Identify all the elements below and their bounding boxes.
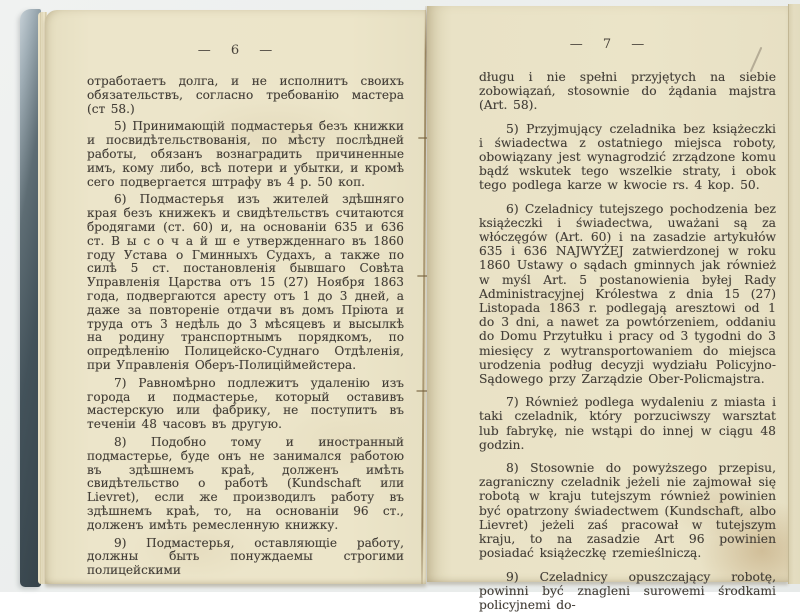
paragraph: 8) Stosownie do powyższego przepisu, zagraniczny czeladnik jeżeli nie zajmował się robotą w kraju tutejszym również powinien być opatrzony świadectwem (Kundschaft, albo Lievret) jeżeli zaś pracował w tutejszym kraju, to na zasadzie Art 96 powinien posiadać książeczkę rzemieślniczą. bbox=[479, 461, 776, 560]
paragraph: 7) Również podlega wydaleniu z miasta i taki czeladnik, który porzuciwszy warsztat lub fabrykę, nie wstąpi do innej w ciągu 48 godzin. bbox=[479, 395, 776, 452]
left-page-number: — 6 — bbox=[45, 10, 426, 58]
right-page-text bbox=[479, 70, 776, 612]
right-page-number: — 7 — bbox=[427, 6, 788, 52]
paragraph: długu i nie spełni przyjętych na siebie zobowiązań, stosownie do żądania majstra (Art. 58). bbox=[479, 70, 776, 113]
paragraph: 5) Принимающій подмастерья безъ книжки и посвидѣтельствованія, по мѣсту послѣдней работы, обязанъ вознаградить причиненные имъ, кому либо, всѣ потери и убытки, и кромѣ сего подвергается штрафу въ 4 р. 50 коп. bbox=[87, 120, 404, 189]
paragraph: 8) Подобно тому и иностранный подмастерье, буде онъ не занимался работою въ здѣшнемъ краѣ, долженъ имѣть свидѣтельство о работѣ (Kundschaft или Lievret), если же производилъ работу въ здѣшнемъ краѣ, то, на основаніи 96 ст., долженъ имѣть ремесленную книжку. bbox=[87, 436, 404, 533]
paragraph: 9) Подмастерья, оставляющіе работу, должны быть понуждаемы строгими полицейскими bbox=[87, 537, 404, 578]
paragraph: 7) Равномѣрно подлежитъ удаленію изъ города и подмастерье, который оставивъ мастерскую или фабрику, не поступитъ въ теченіи 48 часовъ въ другую. bbox=[87, 377, 404, 432]
right-page bbox=[427, 6, 788, 582]
next-page-edge bbox=[788, 4, 800, 584]
left-page-text bbox=[87, 75, 404, 578]
paragraph: отработаетъ долга, и не исполнитъ своихъ обязательствъ, согласно требованію мастера (ст 58.) bbox=[87, 75, 404, 116]
paragraph: 9) Czeladnicy opuszczający robotę, powinni być znagleni surowemi środkami policyjnemi do- bbox=[479, 570, 776, 612]
left-page bbox=[45, 10, 426, 584]
paragraph: 5) Przyjmujący czeladnika bez książeczki i świadectwa z ostatniego miejsca roboty, obowiązany jest wynagrodzić zrządzone komu bądź wskutek tego wszelkie straty, i obok tego podlega karze w kwocie rs. 4 kop. 50. bbox=[479, 122, 776, 193]
paragraph: 6) Подмастерья изъ жителей здѣшняго края безъ книжекъ и свидѣтельствъ считаются бродягами (ст. 60) и, на основаніи 635 и 636 ст. В ы с о ч а й ш е утвержденнаго въ 1860 году Устава о Гминныхъ Судахъ, а также по силѣ 5 ст. постановленія бывшаго Совѣта Управленія Царства отъ 15 (27) Ноября 1863 года, подвергаются аресту отъ 1 до 3 дней, а даже за повтореніе отдачи въ домъ Пріюта и труда отъ 3 недѣль до 3 мѣсяцевъ и высылкѣ на родину транспортнымъ порядкомъ, по опредѣленію Полицейско-Суднаго Отдѣленія, при Управленія Оберъ-Полиціймейстера. bbox=[87, 193, 404, 372]
paragraph: 6) Czeladnicy tutejszego pochodzenia bez książeczki i świadectwa, uważani są za włóczęgów (Art. 60) i na zasadzie artykułów 635 i 636 NAJWYŻEJ zatwierdzonej w roku 1860 Ustawy o sądach gminnych jak również w myśl Art. 5 postanowienia byłej Rady Administracyjnej Królestwa z dnia 15 (27) Listopada 1863 r. podlegają aresztowi od 1 do 3 dni, a nawet za powtórzeniem, oddaniu do Domu Przytułku i pracy od 3 tygodni do 3 miesięcy z wytransportowaniem do miejsca urodzenia podług decyzji wydziału Policyjno-Sądowego przy Zarządzie Ober-Policmajstra. bbox=[479, 202, 776, 387]
